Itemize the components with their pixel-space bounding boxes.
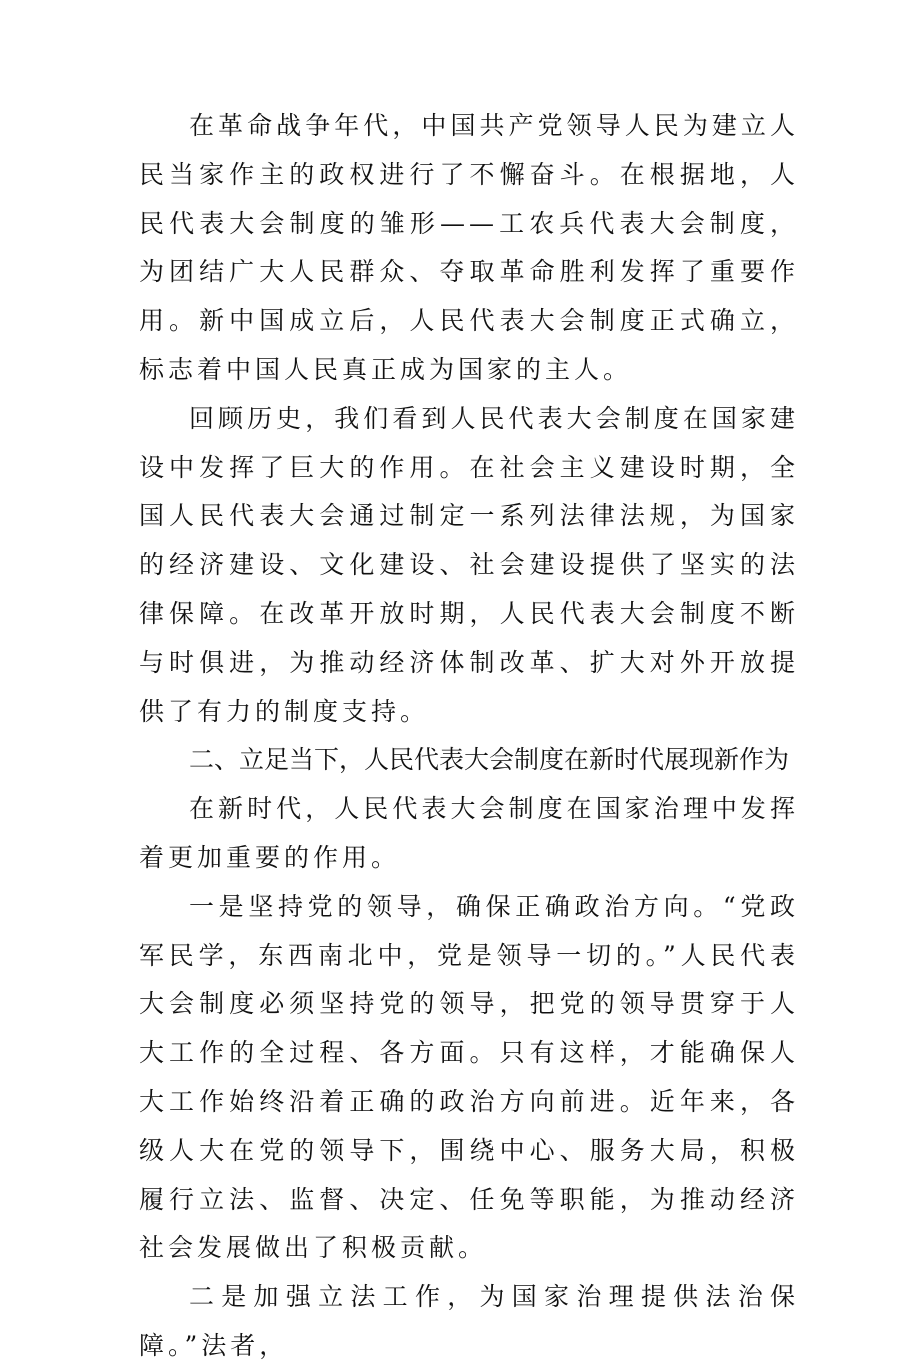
paragraph-new-era-intro: 在新时代，人民代表大会制度在国家治理中发挥着更加重要的作用。 (139, 794, 799, 872)
document-body (139, 102, 799, 1371)
paragraph-history-review: 回顾历史，我们看到人民代表大会制度在国家建设中发挥了巨大的作用。在社会主义建设时期，全国人民代表大会通过制定一系列法律法规，为国家的经济建设、文化建设、社会建设提供了坚实的法律保障。在改革开放时期，人民代表大会制度不断与时俱进，为推动经济体制改革、扩大对外开放提供了有力的制度支持。 (139, 403, 799, 726)
paragraph-party-leadership: 一是坚持党的领导，确保正确政治方向。“党政军民学，东西南北中，党是领导一切的。”人民代表大会制度必须坚持党的领导，把党的领导贯穿于人大工作的全过程、各方面。只有这样，才能确保人大工作始终沿着正确的政治方向前进。近年来，各级人大在党的领导下，围绕中心、服务大局，积极履行立法、监督、决定、任免等职能，为推动经济社会发展做出了积极贡献。 (139, 891, 799, 1263)
section-heading: 二、立足当下，人民代表大会制度在新时代展现新作为 (189, 745, 790, 775)
paragraph-revolutionary-era: 在革命战争年代，中国共产党领导人民为建立人民当家作主的政权进行了不懈奋斗。在根据地，人民代表大会制度的雏形——工农兵代表大会制度，为团结广大人民群众、夺取革命胜利发挥了重要作用。新中国成立后，人民代表大会制度正式确立，标志着中国人民真正成为国家的主人。 (139, 111, 799, 384)
paragraph-legislation: 二是加强立法工作，为国家治理提供法治保障。”法者， (139, 1282, 799, 1360)
